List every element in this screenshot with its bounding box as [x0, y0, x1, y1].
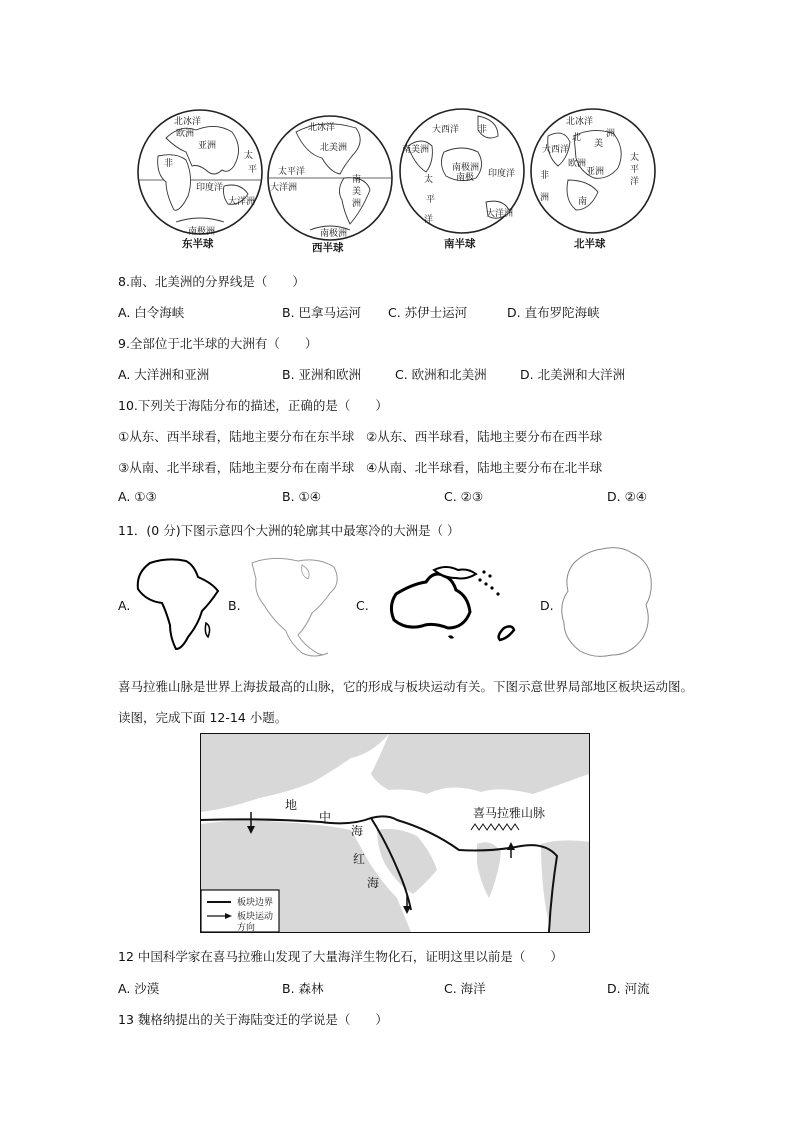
globe-label: 亚洲	[586, 167, 605, 177]
plate-movement-map	[200, 733, 590, 933]
q9-option-b[interactable]: B. 亚洲和欧洲	[282, 367, 362, 382]
q11-option-b[interactable]: B.	[228, 598, 241, 613]
mediterranean-label-3: 海	[351, 824, 364, 838]
q8-option-b[interactable]: B. 巴拿马运河	[282, 305, 362, 320]
q10-option-d[interactable]: D. ②④	[607, 489, 647, 504]
red-sea-label-2: 海	[367, 876, 380, 890]
globe-label: 大西洋	[432, 125, 460, 135]
globe-label: 北冰洋	[174, 117, 202, 127]
globe-label: 洲	[606, 129, 616, 139]
north-america-outline-image[interactable]	[242, 553, 350, 663]
globe-label: 洋	[630, 177, 640, 187]
africa-outline-image[interactable]	[132, 555, 222, 655]
globe-caption: 南半球	[444, 238, 476, 250]
globe-label: 欧洲	[568, 159, 587, 169]
east-hemisphere-map	[136, 108, 264, 236]
q9-option-c[interactable]: C. 欧洲和北美洲	[395, 367, 487, 382]
q12-option-d[interactable]: D. 河流	[607, 981, 650, 996]
globe-label: 美	[352, 187, 362, 197]
globe-label: 南极洲	[320, 229, 348, 239]
globe-label: 大洋洲	[270, 183, 298, 193]
q10-option-c[interactable]: C. ②③	[444, 489, 484, 504]
q8-option-c[interactable]: C. 苏伊士运河	[388, 305, 468, 320]
globe-caption: 西半球	[312, 242, 344, 254]
globe-label: 大西洋	[542, 145, 570, 155]
globe-label: 南极	[456, 173, 475, 183]
globe-label: 太	[244, 151, 254, 161]
globe-label: 美	[594, 139, 604, 149]
globe-label: 太	[630, 153, 640, 163]
globe-label: 印度洋	[196, 183, 224, 193]
globe-label: 北美洲	[320, 143, 348, 153]
globe-label: 南	[352, 175, 362, 185]
globe-label: 平	[426, 195, 436, 205]
globe-label: 洲	[540, 193, 550, 203]
globe-label: 非	[540, 171, 550, 181]
question-8: 8.南、北美洲的分界线是（ ）	[118, 274, 305, 289]
q8-option-d[interactable]: D. 直布罗陀海峡	[507, 305, 600, 320]
question-10: 10.下列关于海陆分布的描述，正确的是（ ）	[118, 398, 388, 413]
globe-label: 欧洲	[176, 129, 195, 139]
globe-label: 平	[630, 165, 640, 175]
antarctica-outline-image[interactable]	[554, 543, 658, 663]
globe-label: 南极洲	[452, 163, 480, 173]
q10-option-a[interactable]: A. ①③	[118, 489, 157, 504]
globe-label: 平	[248, 165, 258, 175]
globe-label: 太	[424, 175, 434, 185]
q11-option-d[interactable]: D.	[540, 598, 554, 613]
globe-north	[528, 106, 658, 250]
passage-line-1: 喜马拉雅山脉是世界上海拔最高的山脉，它的形成与板块运动有关。下图示意世界局部地区板块运动图。	[118, 679, 694, 694]
red-sea-label-1: 红	[353, 852, 366, 866]
q12-option-a[interactable]: A. 沙漠	[118, 981, 160, 996]
question-12: 12 中国科学家在喜马拉雅山发现了大量海洋生物化石，证明这里以前是（ ）	[118, 949, 563, 964]
q9-option-d[interactable]: D. 北美洲和大洋洲	[520, 367, 626, 382]
q10-statement-4: ④从南、北半球看，陆地主要分布在北半球	[366, 460, 603, 475]
west-hemisphere-map	[266, 114, 394, 242]
globe-label: 南	[578, 197, 588, 207]
legend-movement-2: 方向	[237, 923, 256, 933]
legend-boundary: 板块边界	[237, 898, 274, 908]
globe-label: 大洋洲	[486, 209, 514, 219]
q11-option-c[interactable]: C.	[356, 598, 369, 613]
globe-label: 非	[164, 159, 174, 169]
globe-label: 南美洲	[402, 145, 430, 155]
q10-statement-1: ①从东、西半球看，陆地主要分布在东半球	[118, 429, 355, 444]
globe-east	[136, 108, 264, 250]
q8-option-a[interactable]: A. 白令海峡	[118, 305, 185, 320]
globe-south	[398, 106, 526, 250]
himalaya-label: 喜马拉雅山脉	[473, 806, 546, 820]
globe-label: 非	[478, 125, 488, 135]
globe-label: 印度洋	[488, 169, 516, 179]
question-13: 13 魏格纳提出的关于海陆变迁的学说是（ ）	[118, 1012, 388, 1027]
globe-label: 洲	[352, 199, 362, 209]
question-9: 9.全部位于北半球的大洲有（ ）	[118, 336, 318, 351]
mediterranean-label-2: 中	[319, 810, 332, 824]
q9-option-a[interactable]: A. 大洋洲和亚洲	[118, 367, 210, 382]
legend-movement: 板块运动	[237, 912, 274, 922]
globe-west	[266, 114, 394, 254]
oceania-outline-image[interactable]	[386, 558, 526, 648]
globe-label: 亚洲	[198, 141, 217, 151]
globe-caption: 东半球	[182, 238, 214, 250]
globe-label: 太平洋	[278, 167, 306, 177]
globe-label: 大洋洲	[228, 197, 256, 207]
q10-statement-2: ②从东、西半球看，陆地主要分布在西半球	[366, 429, 603, 444]
globe-label: 北冰洋	[566, 117, 594, 127]
q10-statement-3: ③从南、北半球看，陆地主要分布在南半球	[118, 460, 355, 475]
q10-option-b[interactable]: B. ①④	[282, 489, 321, 504]
globe-label: 北冰洋	[308, 123, 336, 133]
question-11: 11．(0 分)下图示意四个大洲的轮廓其中最寒冷的大洲是（ ）	[118, 523, 460, 538]
q12-option-c[interactable]: C. 海洋	[444, 981, 486, 996]
q12-option-b[interactable]: B. 森林	[282, 981, 324, 996]
globe-label: 南极洲	[188, 227, 216, 237]
q11-option-a[interactable]: A.	[118, 598, 131, 613]
mediterranean-label-1: 地	[285, 798, 298, 812]
globe-caption: 北半球	[574, 238, 606, 250]
globe-label: 北	[572, 133, 582, 143]
globe-label: 洋	[424, 215, 434, 225]
passage-line-2: 读图，完成下面 12-14 小题。	[118, 710, 288, 725]
